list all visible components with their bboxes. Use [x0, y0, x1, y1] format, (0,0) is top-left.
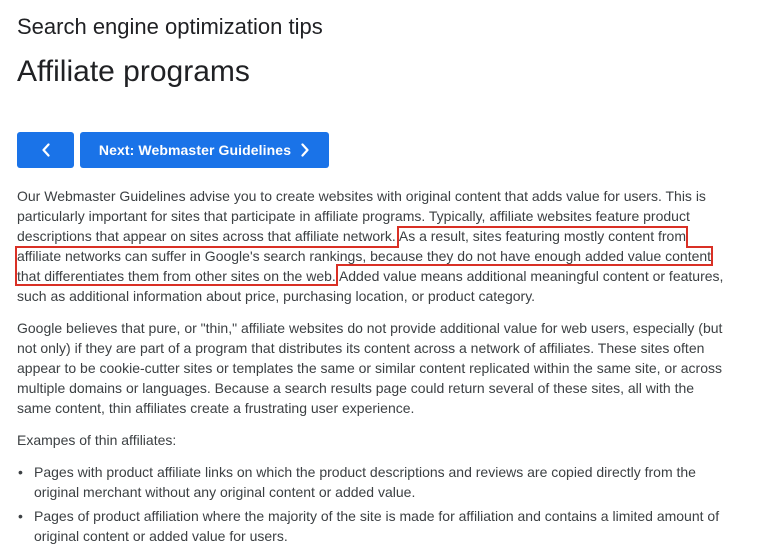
article-body [17, 186, 729, 550]
paragraph-intro-continuation: Added value means additional meaningful content or features, such as additional information about price, purchasing location, or product category. [17, 268, 724, 304]
list-item: • Pages with product affiliate links on which the product descriptions and reviews are copied directly from the original merchant without any original content or added value. [34, 462, 729, 502]
chevron-right-icon [300, 143, 310, 157]
previous-page-button[interactable] [17, 132, 74, 168]
examples-heading: Exampes of thin affiliates: [17, 432, 177, 448]
chevron-left-icon [41, 143, 51, 157]
list-item: • Pages of product affiliation where the majority of the site is made for affiliation and contains a limited amount of original content or added value for users. [34, 506, 729, 546]
page-title: Affiliate programs [17, 55, 250, 88]
examples-list [17, 462, 729, 546]
section-kicker: Search engine optimization tips [17, 14, 323, 39]
highlighted-text: As a result, sites featuring mostly content from affiliate networks can suffer in Google's search rankings, because they do not have enough added value content that differentiates them from other sites on the web. [17, 228, 712, 284]
paragraph-thin-affiliates: Google believes that pure, or "thin," affiliate websites do not provide additional value for web users, especially (but not only) if they are part of a program that distributes its content across a network of affiliates. These sites often appear to be cookie-cutter sites or templates the same or similar content replicated within the same site, or across multiple domains or languages. Because a search results page could return several of these sites, all with the same content, thin affiliates create a frustrating user experience. [17, 320, 723, 416]
paragraph-intro [17, 186, 729, 306]
next-page-label: Next: Webmaster Guidelines [98, 142, 292, 158]
paragraph-intro-text: Our Webmaster Guidelines advise you to create websites with original content that adds value for users. This is particularly important for sites that participate in affiliate programs. Typically, affiliate websites feature product descriptions that appear on sites across that affiliate network. [17, 188, 706, 244]
next-page-button[interactable] [80, 132, 329, 168]
